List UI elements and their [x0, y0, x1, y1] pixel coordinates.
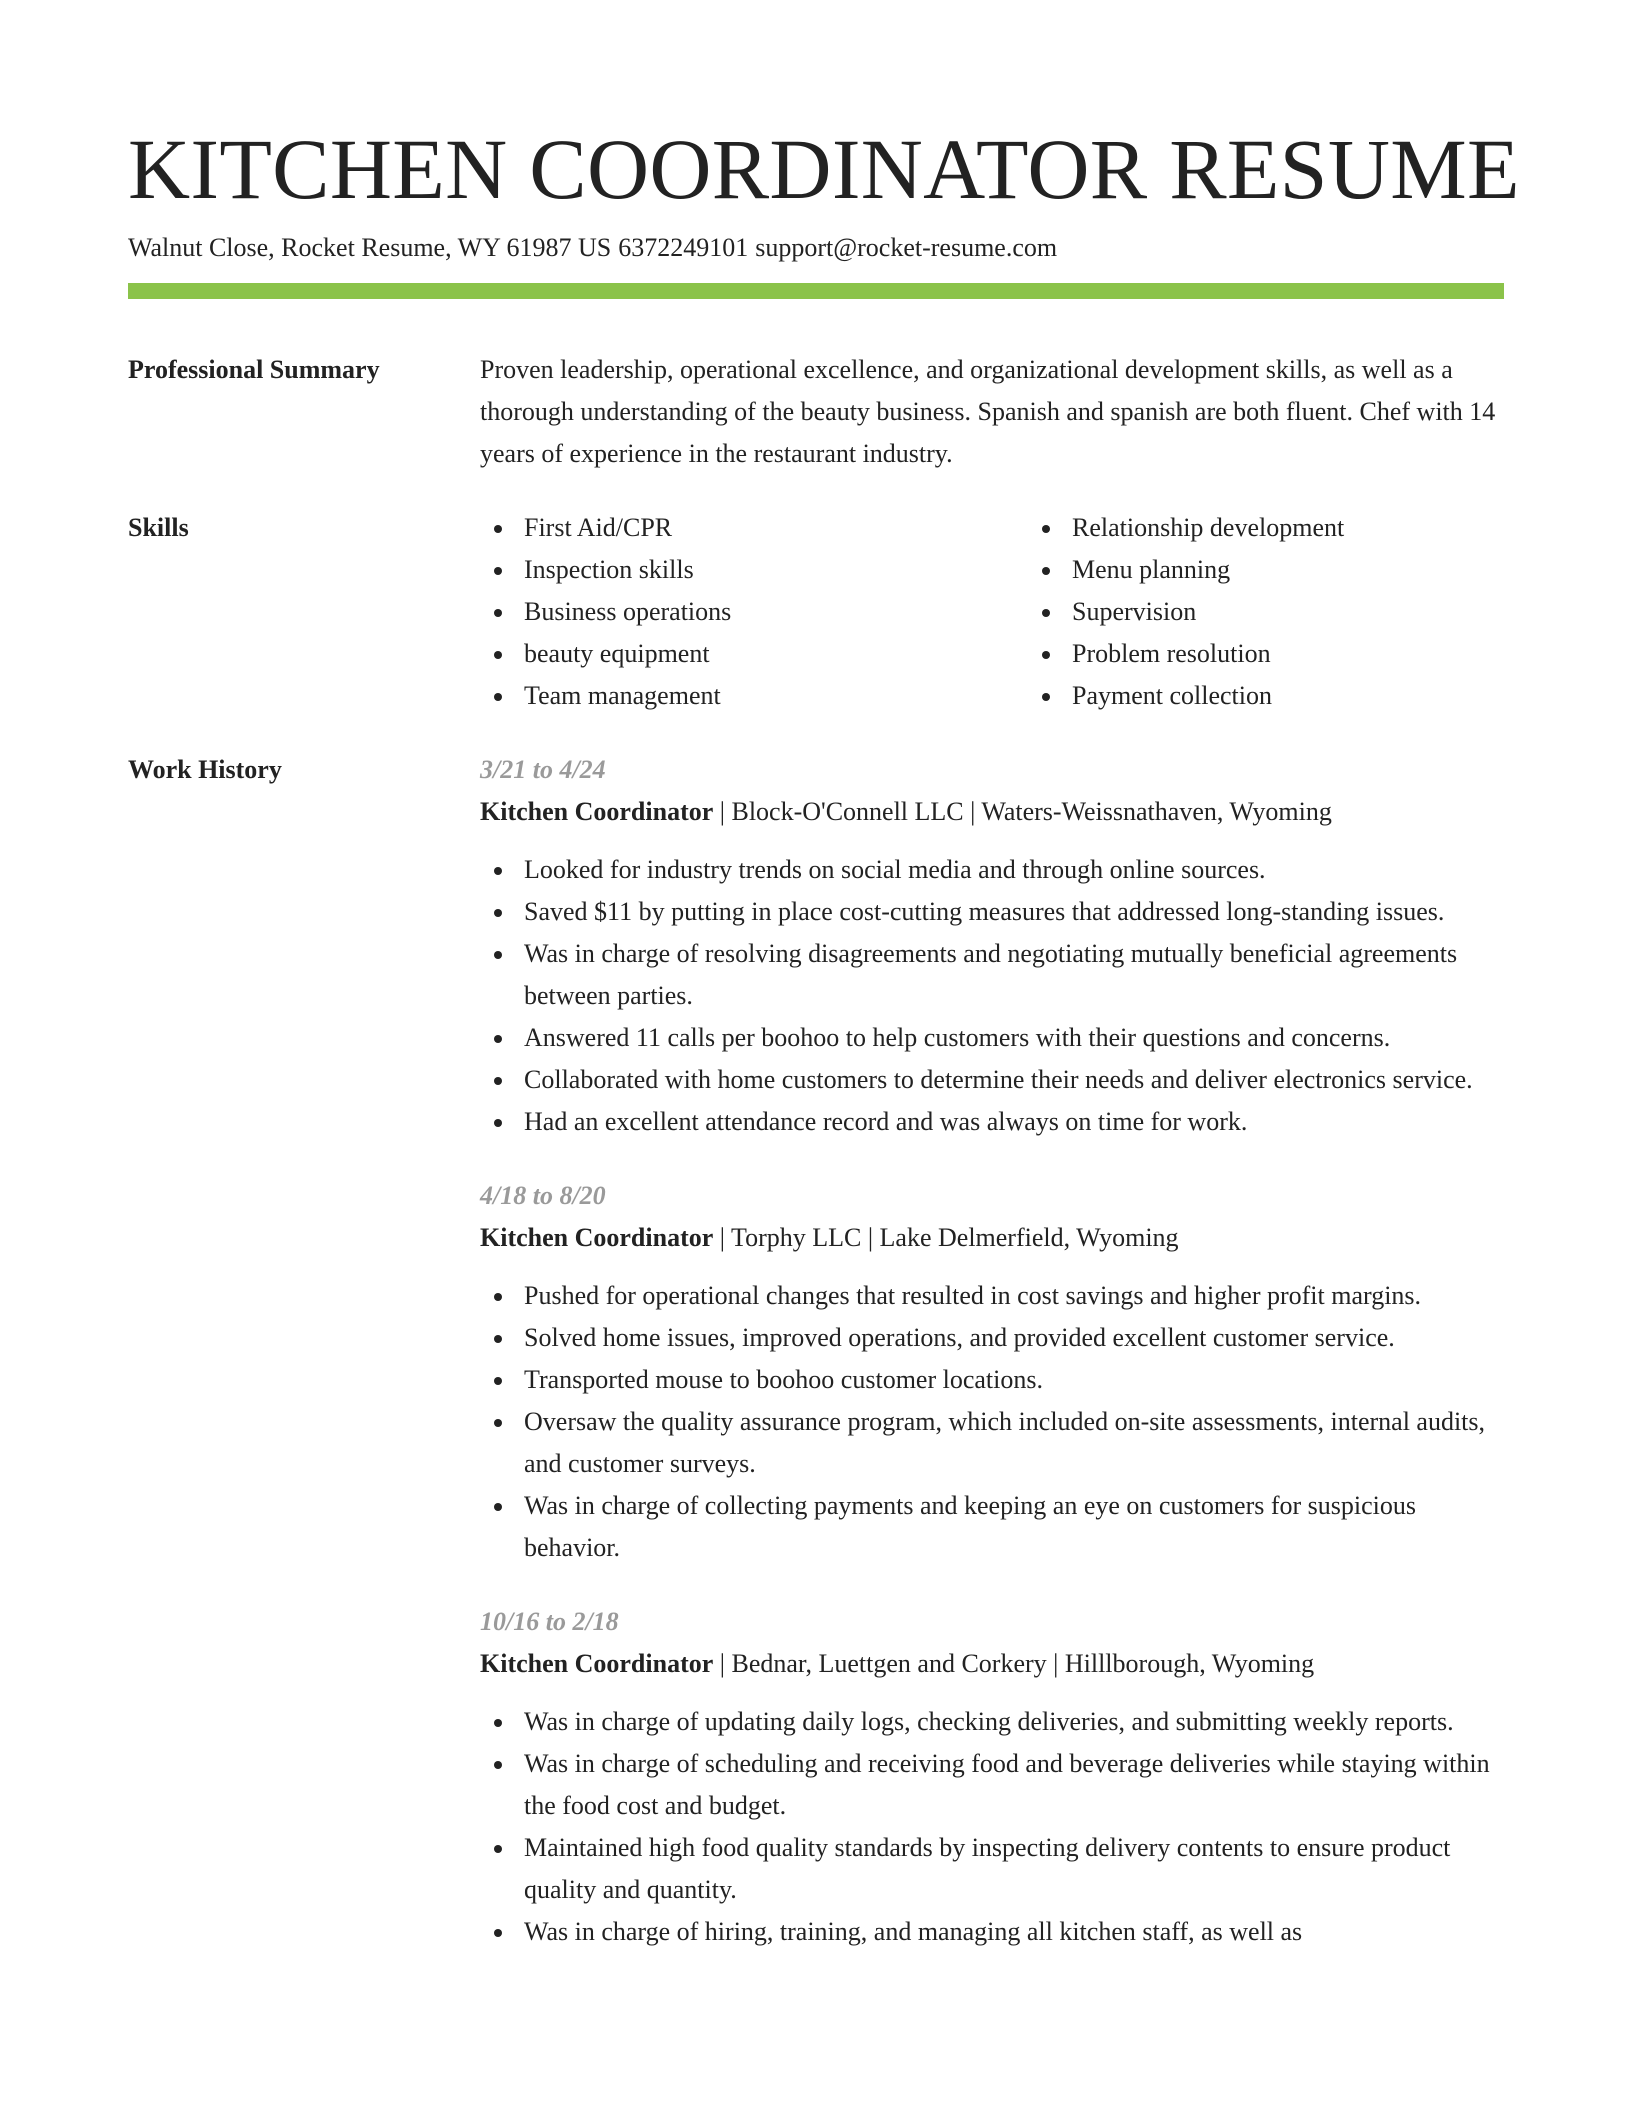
summary-section [128, 349, 1504, 475]
contact-email: support@rocket-resume.com [755, 233, 1058, 262]
job-employer-location: | Torphy LLC | Lake Delmerfield, Wyoming [713, 1223, 1179, 1252]
job-dates: 4/18 to 8/20 [480, 1181, 606, 1210]
contact-phone: 6372249101 [618, 233, 749, 262]
job-dates: 10/16 to 2/18 [480, 1607, 619, 1636]
duty-item: Solved home issues, improved operations, and provided excellent customer service. [524, 1317, 1504, 1359]
duty-item: Was in charge of hiring, training, and managing all kitchen staff, as well as [524, 1911, 1504, 1953]
job-employer-location: | Bednar, Luettgen and Corkery | Hilllborough, Wyoming [713, 1649, 1315, 1678]
job-entry [480, 1175, 1504, 1569]
job-heading [480, 1643, 1504, 1685]
duty-item: Oversaw the quality assurance program, which included on-site assessments, internal audits, and customer surveys. [524, 1401, 1504, 1485]
skills-list-right [1028, 507, 1576, 717]
skill-item: beauty equipment [524, 633, 1028, 675]
skills-list-left [480, 507, 1028, 717]
summary-text: Proven leadership, operational excellence, and organizational development skills, as well as a thorough understanding of the beauty business. Spanish and spanish are both fluent. Chef with 14 years of experience in the restaurant industry. [480, 355, 1496, 468]
job-employer-location: | Block-O'Connell LLC | Waters-Weissnathaven, Wyoming [713, 797, 1332, 826]
duty-item: Saved $11 by putting in place cost-cutting measures that addressed long-standing issues. [524, 891, 1504, 933]
skill-item: First Aid/CPR [524, 507, 1028, 549]
summary-heading: Professional Summary [128, 355, 380, 384]
duty-item: Transported mouse to boohoo customer locations. [524, 1359, 1504, 1401]
duty-item: Was in charge of resolving disagreements and negotiating mutually beneficial agreements between parties. [524, 933, 1504, 1017]
work-history-heading: Work History [128, 755, 282, 784]
duty-item: Pushed for operational changes that resulted in cost savings and higher profit margins. [524, 1275, 1504, 1317]
duty-item: Was in charge of collecting payments and keeping an eye on customers for suspicious behavior. [524, 1485, 1504, 1569]
job-heading [480, 791, 1504, 833]
job-entry [480, 1601, 1504, 1953]
job-heading [480, 1217, 1504, 1259]
skill-item: Payment collection [1072, 675, 1576, 717]
job-title: Kitchen Coordinator [480, 797, 714, 826]
duty-item: Collaborated with home customers to determine their needs and deliver electronics service. [524, 1059, 1504, 1101]
skill-item: Problem resolution [1072, 633, 1576, 675]
resume-title: KITCHEN COORDINATOR RESUME [128, 121, 1520, 217]
skill-item: Menu planning [1072, 549, 1576, 591]
duty-item: Was in charge of scheduling and receiving food and beverage deliveries while staying within the food cost and budget. [524, 1743, 1504, 1827]
contact-address: Walnut Close, Rocket Resume, WY 61987 US [128, 233, 612, 262]
work-history-section [128, 749, 1504, 1953]
contact-line [128, 231, 1504, 265]
job-title: Kitchen Coordinator [480, 1649, 714, 1678]
skill-item: Relationship development [1072, 507, 1576, 549]
duty-item: Had an excellent attendance record and was always on time for work. [524, 1101, 1504, 1143]
job-title: Kitchen Coordinator [480, 1223, 714, 1252]
skills-section [128, 507, 1504, 717]
job-dates: 3/21 to 4/24 [480, 755, 606, 784]
duty-item: Looked for industry trends on social media and through online sources. [524, 849, 1504, 891]
job-duties [480, 849, 1504, 1143]
skill-item: Supervision [1072, 591, 1576, 633]
skills-heading: Skills [128, 513, 189, 542]
job-entry [480, 749, 1504, 1143]
duty-item: Was in charge of updating daily logs, checking deliveries, and submitting weekly reports. [524, 1701, 1504, 1743]
job-duties [480, 1701, 1504, 1953]
skill-item: Business operations [524, 591, 1028, 633]
header-divider [128, 283, 1504, 299]
resume-page [128, 0, 1520, 1953]
duty-item: Maintained high food quality standards by inspecting delivery contents to ensure product quality and quantity. [524, 1827, 1504, 1911]
skill-item: Inspection skills [524, 549, 1028, 591]
duty-item: Answered 11 calls per boohoo to help customers with their questions and concerns. [524, 1017, 1504, 1059]
job-duties [480, 1275, 1504, 1569]
skill-item: Team management [524, 675, 1028, 717]
